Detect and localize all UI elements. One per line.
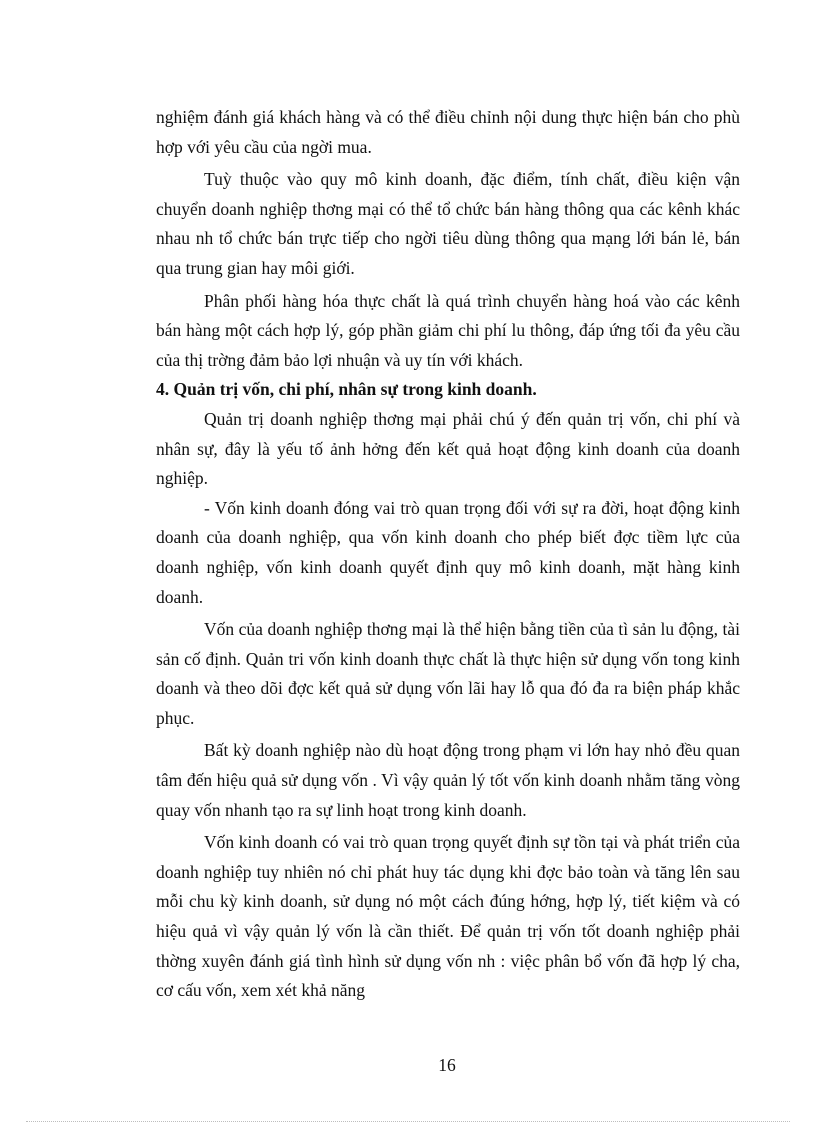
paragraph-capital-importance: Vốn kinh doanh có vai trò quan trọng quyết định sự tồn tại và phát triển của doanh nghiệp tuy nhiên nó chỉ phát huy tác dụng khi đợc bảo toàn và tăng lên sau mỗi chu kỳ kinh doanh, sử dụng nó một cách đúng hớng, hợp lý, tiết kiệm và có hiệu quả vì vậy quản lý vốn là cần thiết. Để quản trị vốn tốt doanh nghiệp phải thờng xuyên đánh giá tình hình sử dụng vốn nh : việc phân bổ vốn đã hợp lý cha, cơ cấu vốn, xem xét khả năng (156, 832, 740, 1001)
page-number: 16 (438, 1055, 456, 1075)
paragraph-sales-channels: Tuỳ thuộc vào quy mô kinh doanh, đặc điểm, tính chất, điều kiện vận chuyển doanh nghiệp thơng mại có thể tổ chức bán hàng thông qua các kênh khác nhau nh tổ chức bán trực tiếp cho ngời tiêu dùng thông qua mạng lới bán lẻ, bán qua trung gian hay môi giới. (156, 169, 740, 278)
paragraph-management-intro: Quản trị doanh nghiệp thơng mại phải chú ý đến quản trị vốn, chi phí và nhân sự, đây là yếu tố ảnh hởng đến kết quả hoạt động kinh doanh của doanh nghiệp. (156, 408, 740, 489)
paragraph-continuation: nghiệm đánh giá khách hàng và có thể điều chỉnh nội dung thực hiện bán cho phù hợp với yêu cầu của ngời mua. (156, 107, 740, 157)
document-body (156, 103, 740, 1006)
paragraph-capital-efficiency: Bất kỳ doanh nghiệp nào dù hoạt động trong phạm vi lớn hay nhỏ đều quan tâm đến hiệu quả sử dụng vốn . Vì vậy quản lý tốt vốn kinh doanh nhằm tăng vòng quay vốn nhanh tạo ra sự linh hoạt trong kinh doanh. (156, 740, 740, 820)
paragraph-capital-role: - Vốn kinh doanh đóng vai trò quan trọng đối với sự ra đời, hoạt động kinh doanh của doanh nghiệp, qua vốn kinh doanh cho phép biết đợc tiềm lực của doanh nghiệp, vốn kinh doanh quyết định quy mô kinh doanh, mặt hàng kinh doanh. (156, 497, 740, 607)
page-bottom-divider (26, 1121, 790, 1122)
paragraph-capital-definition: Vốn của doanh nghiệp thơng mại là thể hiện bằng tiền của tì sản lu động, tài sản cố định. Quản tri vốn kinh doanh thực chất là thực hiện sử dụng vốn tong kinh doanh và theo dõi đợc kết quả sử dụng vốn lãi hay lỗ qua đó đa ra biện pháp khắc phục. (156, 619, 740, 728)
paragraph-distribution: Phân phối hàng hóa thực chất là quá trình chuyển hàng hoá vào các kênh bán hàng một cách hợp lý, góp phần giảm chi phí lu thông, đáp ứng tối đa yêu cầu của thị trờng đảm bảo lợi nhuận và uy tín với khách. (156, 290, 740, 370)
section-heading: 4. Quản trị vốn, chi phí, nhân sự trong kinh doanh. (156, 379, 537, 400)
